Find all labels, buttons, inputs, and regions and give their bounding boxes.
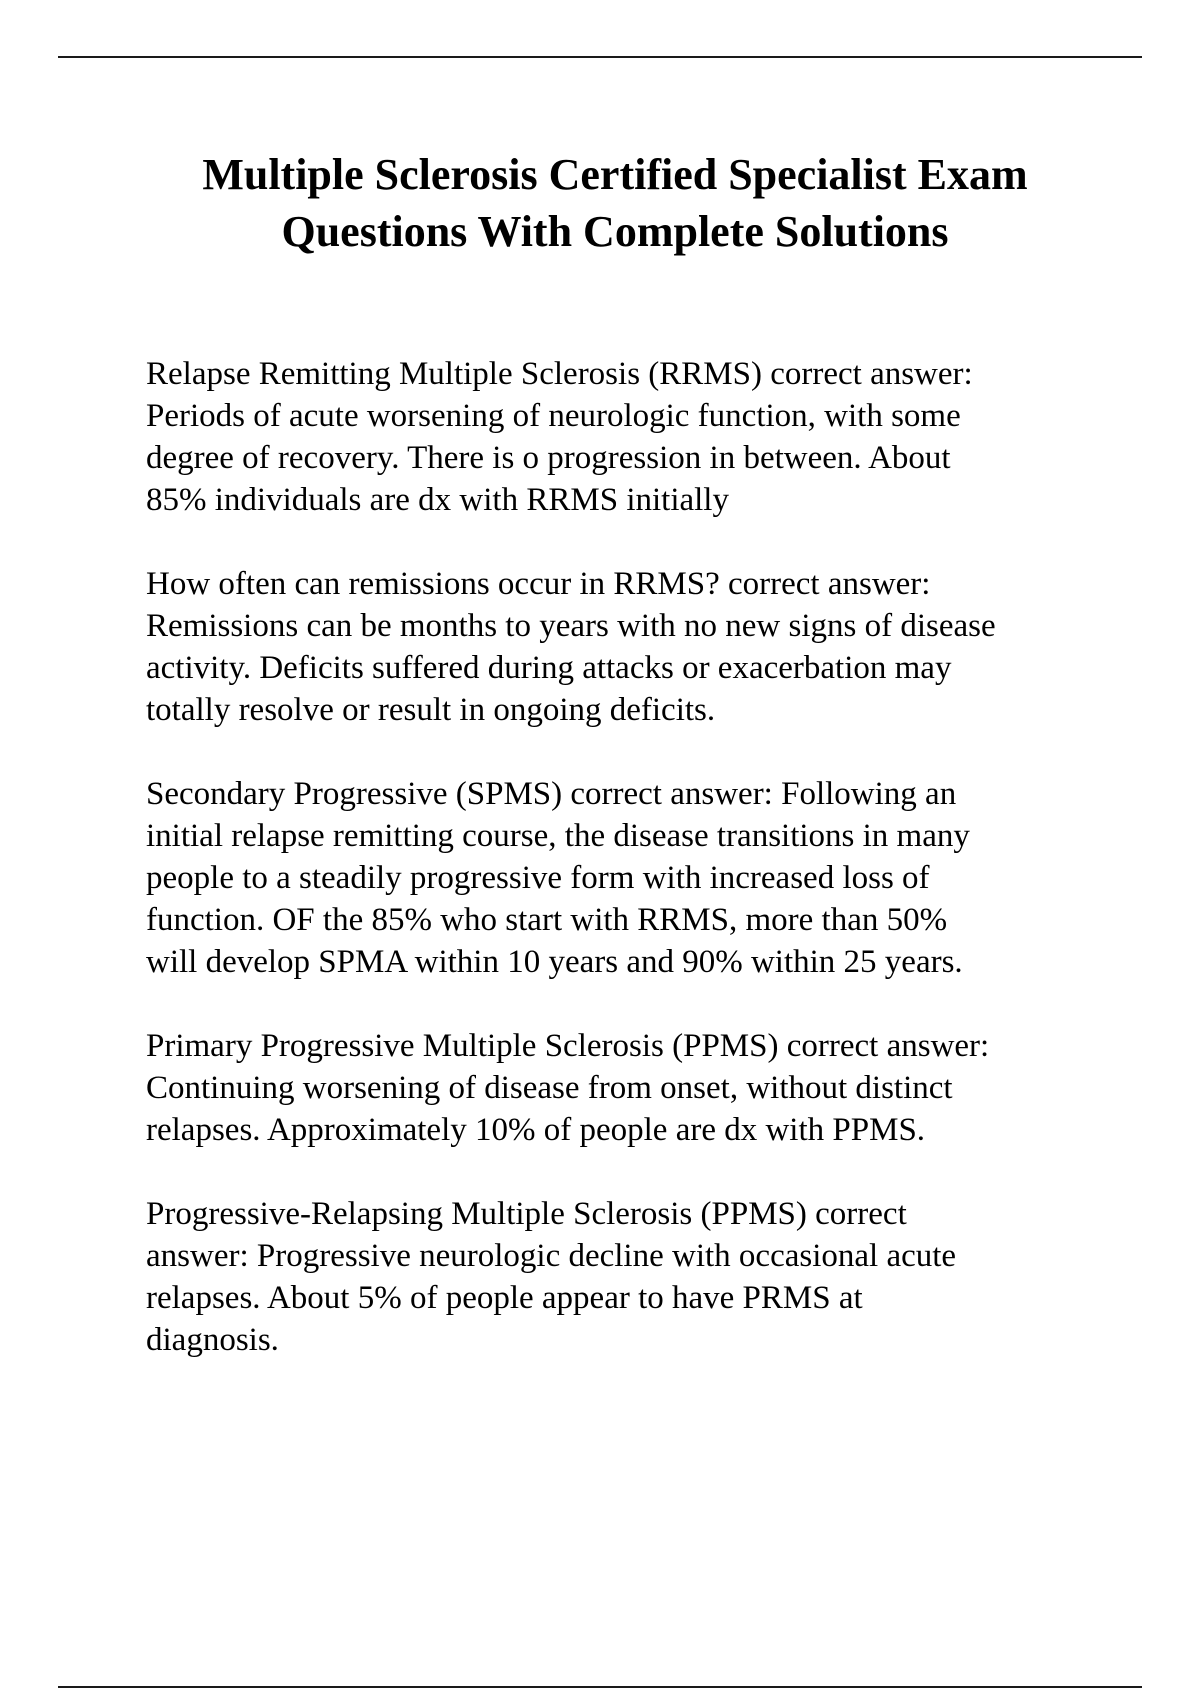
qa-line: How often can remissions occur in RRMS? correct answer: <box>146 566 931 602</box>
title-line: Multiple Sclerosis Certified Specialist Exam <box>202 150 1028 199</box>
qa-line: function. OF the 85% who start with RRMS, more than 50% <box>146 902 948 938</box>
qa-line: people to a steadily progressive form with increased loss of <box>146 860 930 896</box>
qa-entry-spms <box>146 773 1146 983</box>
qa-line: Periods of acute worsening of neurologic function, with some <box>146 398 961 434</box>
qa-line: Progressive-Relapsing Multiple Sclerosis (PPMS) correct <box>146 1196 907 1232</box>
title-line: Questions With Complete Solutions <box>281 207 949 256</box>
qa-line: diagnosis. <box>146 1322 279 1358</box>
qa-entry-ppms <box>146 1025 1146 1151</box>
qa-entry-prms <box>146 1193 1146 1361</box>
qa-line: activity. Deficits suffered during attacks or exacerbation may <box>146 650 952 686</box>
qa-list <box>146 353 1146 1403</box>
document-title <box>60 146 1170 260</box>
qa-line: relapses. About 5% of people appear to have PRMS at <box>146 1280 863 1316</box>
qa-line: relapses. Approximately 10% of people are dx with PPMS. <box>146 1112 926 1148</box>
qa-line: Continuing worsening of disease from onset, without distinct <box>146 1070 953 1106</box>
qa-line: totally resolve or result in ongoing deficits. <box>146 692 716 728</box>
qa-line: Remissions can be months to years with no new signs of disease <box>146 608 996 644</box>
qa-line: will develop SPMA within 10 years and 90% within 25 years. <box>146 944 963 980</box>
qa-line: Secondary Progressive (SPMS) correct answer: Following an <box>146 776 957 812</box>
footer-rule <box>58 1686 1142 1688</box>
qa-line: initial relapse remitting course, the disease transitions in many <box>146 818 970 854</box>
qa-line: Primary Progressive Multiple Sclerosis (PPMS) correct answer: <box>146 1028 990 1064</box>
header-rule <box>58 56 1142 58</box>
qa-line: answer: Progressive neurologic decline with occasional acute <box>146 1238 957 1274</box>
qa-entry-remissions <box>146 563 1146 731</box>
qa-entry-rrms <box>146 353 1146 521</box>
qa-line: Relapse Remitting Multiple Sclerosis (RRMS) correct answer: <box>146 356 973 392</box>
qa-line: degree of recovery. There is o progression in between. About <box>146 440 951 476</box>
qa-line: 85% individuals are dx with RRMS initially <box>146 482 729 518</box>
